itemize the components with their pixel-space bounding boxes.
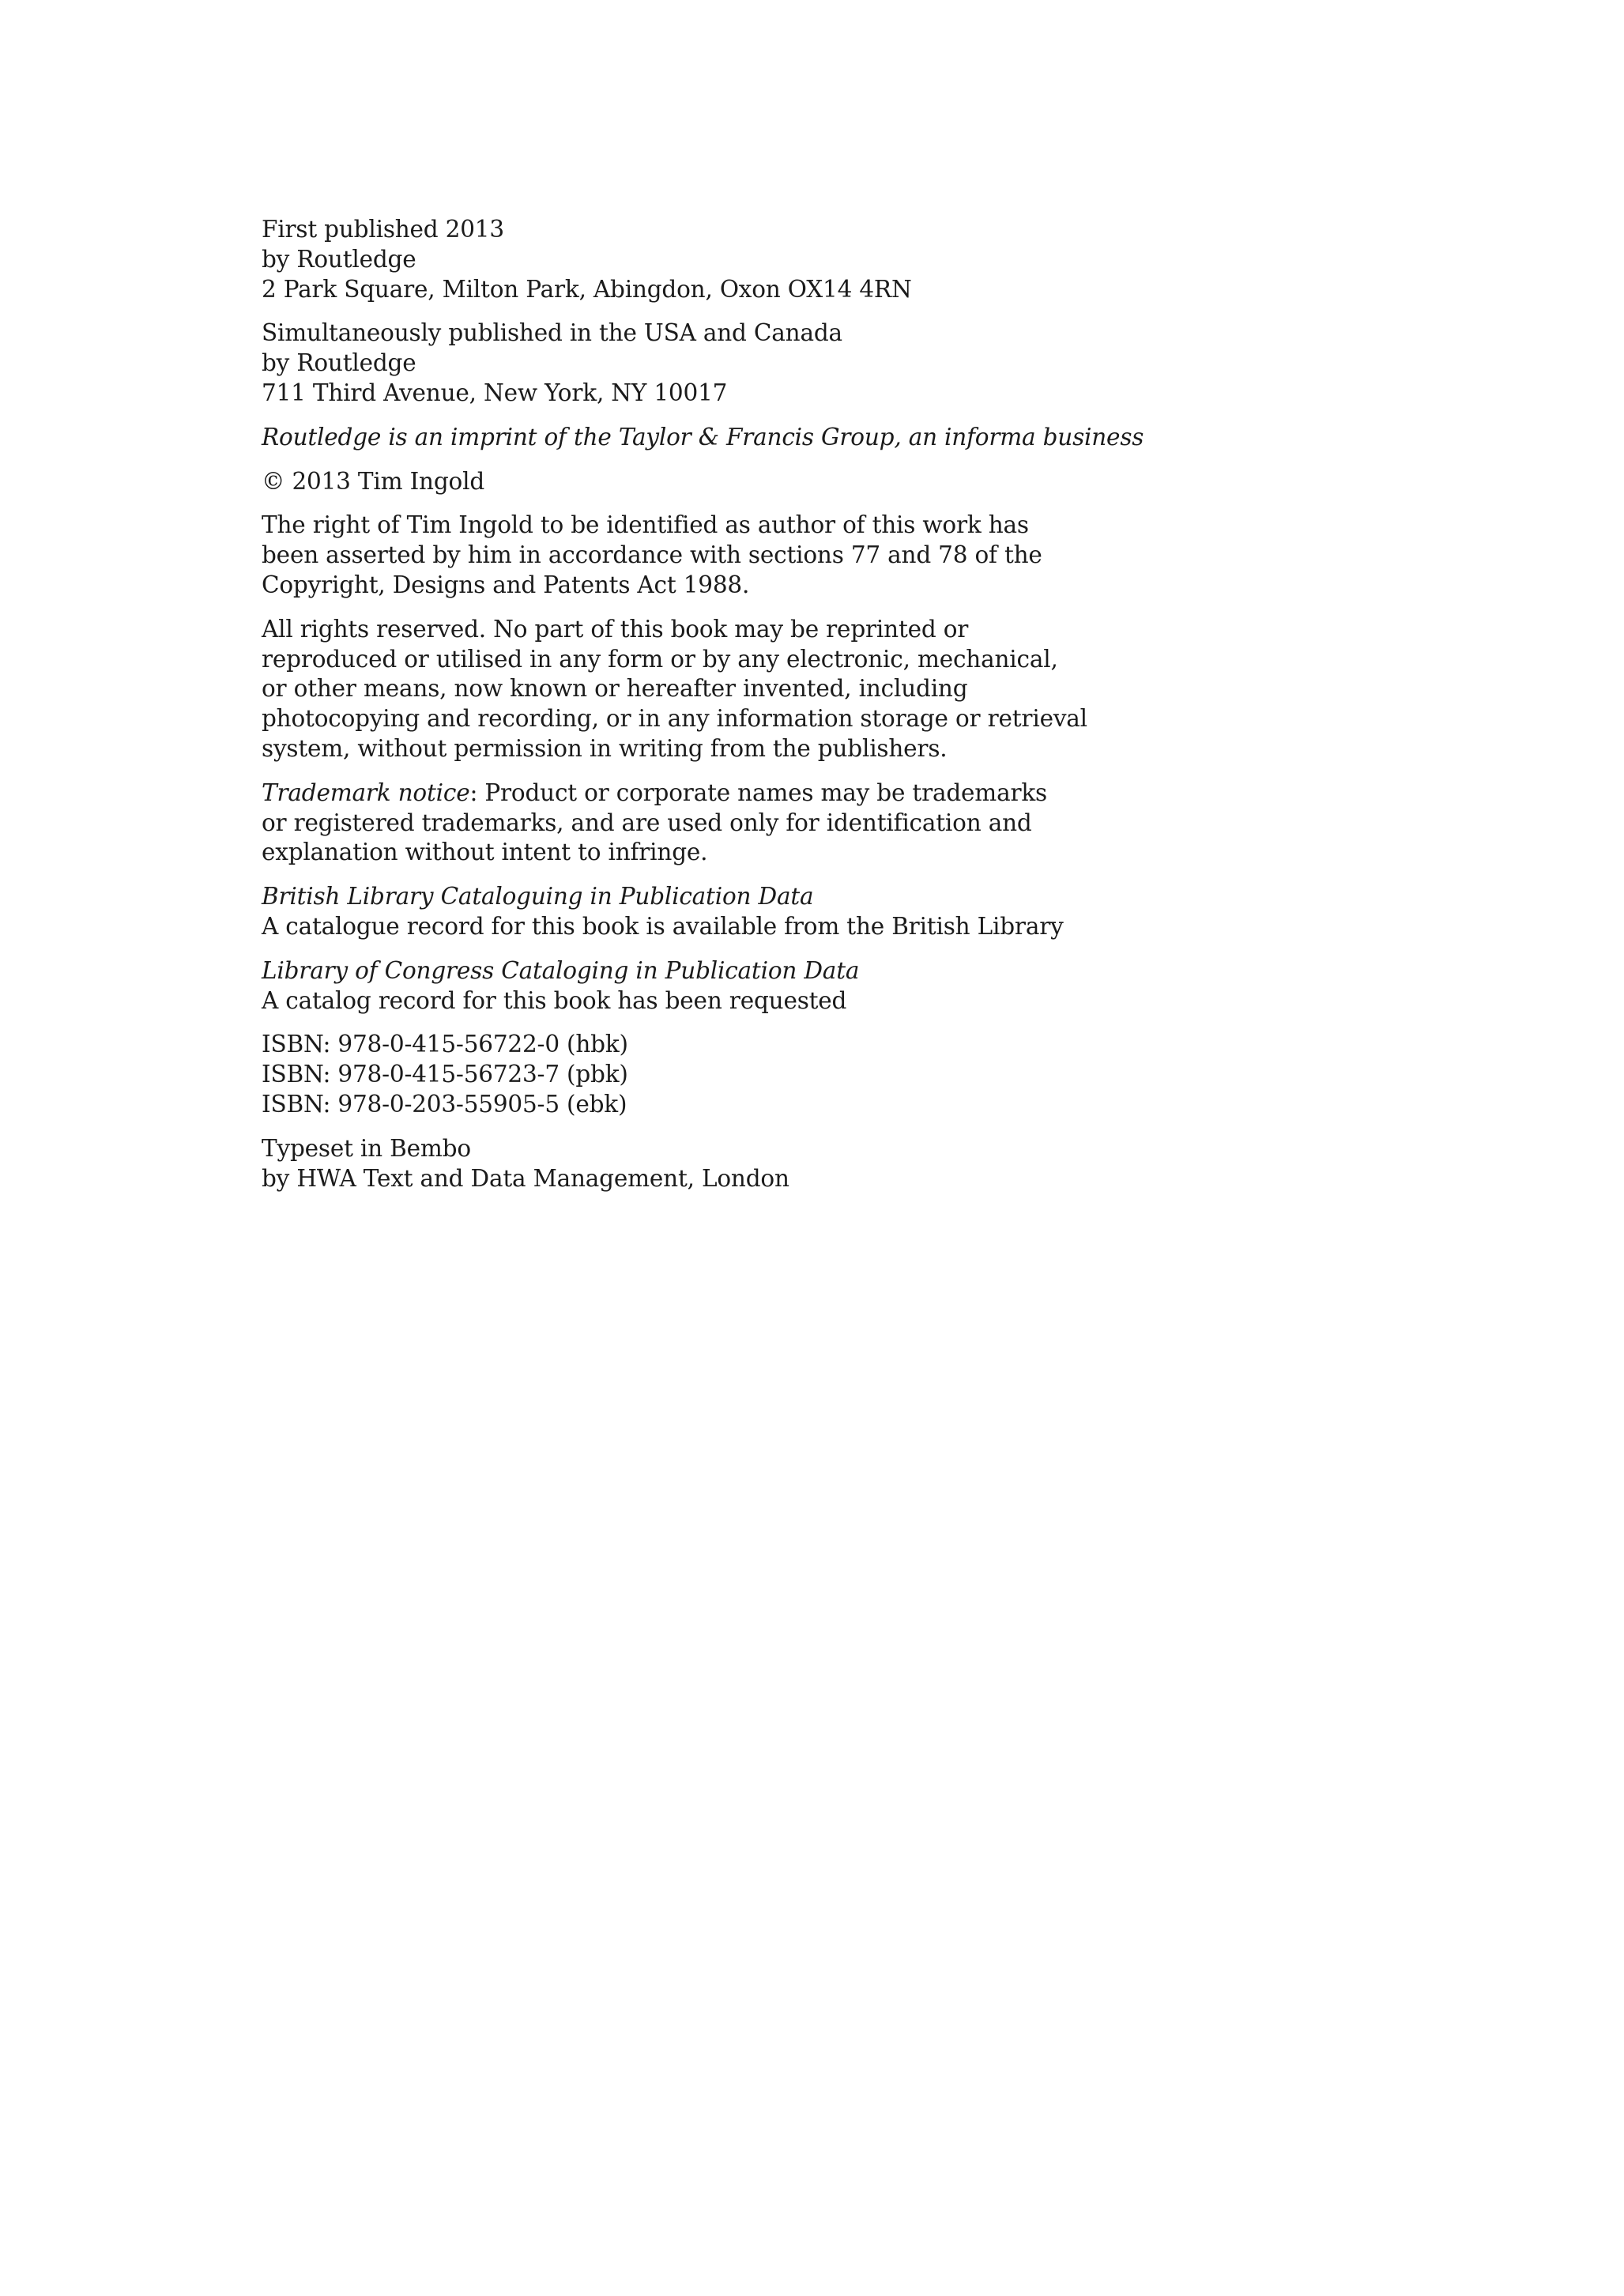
- trademark-line: [262, 779, 1368, 809]
- first-published-line: First published 2013: [262, 216, 504, 243]
- first-published-block: [262, 215, 1368, 304]
- publisher-address-us: 711 Third Avenue, New York, NY 10017: [262, 379, 728, 406]
- trademark-line: or registered trademarks, and are used only for identification and: [262, 809, 1032, 836]
- simultaneous-publication-block: [262, 319, 1368, 408]
- trademark-block: [262, 779, 1368, 868]
- rights-reserved-line: photocopying and recording, or in any information storage or retrieval: [262, 705, 1087, 733]
- simultaneous-line: Simultaneously published in the USA and Canada: [262, 319, 842, 347]
- british-library-text: A catalogue record for this book is available from the British Library: [262, 912, 1064, 940]
- copyright-notice: © 2013 Tim Ingold: [262, 467, 485, 495]
- isbn-pbk: ISBN: 978-0-415-56723-7 (pbk): [262, 1061, 628, 1088]
- publisher-address-uk: 2 Park Square, Milton Park, Abingdon, Oxon OX14 4RN: [262, 275, 912, 303]
- british-library-block: [262, 882, 1368, 942]
- imprint-note: Routledge is an imprint of the Taylor & Francis Group, an informa business: [262, 423, 1144, 451]
- rights-reserved-line: system, without permission in writing from the publishers.: [262, 734, 948, 762]
- trademark-label: Trademark notice: [262, 779, 470, 806]
- moral-rights-line: Copyright, Designs and Patents Act 1988.: [262, 571, 750, 598]
- moral-rights-block: [262, 511, 1368, 600]
- isbn-ebk: ISBN: 978-0-203-55905-5 (ebk): [262, 1090, 627, 1118]
- library-of-congress-text: A catalog record for this book has been requested: [262, 986, 847, 1014]
- publisher-line: by Routledge: [262, 245, 416, 273]
- publisher-line: by Routledge: [262, 349, 416, 377]
- british-library-heading: British Library Cataloguing in Publication Data: [262, 883, 814, 910]
- typeset-line: Typeset in Bembo: [262, 1134, 471, 1162]
- typesetter-line: by HWA Text and Data Management, London: [262, 1164, 789, 1192]
- copyright-block: [262, 467, 1368, 497]
- rights-reserved-line: reproduced or utilised in any form or by any electronic, mechanical,: [262, 645, 1058, 673]
- imprint-note-block: [262, 423, 1368, 453]
- moral-rights-line: The right of Tim Ingold to be identified as author of this work has: [262, 511, 1029, 539]
- imprint-text: [262, 215, 1368, 1208]
- rights-reserved-line: All rights reserved. No part of this book may be reprinted or: [262, 615, 969, 643]
- rights-reserved-block: [262, 615, 1368, 764]
- moral-rights-line: been asserted by him in accordance with sections 77 and 78 of the: [262, 541, 1042, 569]
- rights-reserved-line: or other means, now known or hereafter invented, including: [262, 675, 968, 703]
- isbn-hbk: ISBN: 978-0-415-56722-0 (hbk): [262, 1031, 628, 1058]
- typeset-block: [262, 1134, 1368, 1194]
- library-of-congress-heading: Library of Congress Cataloging in Publication Data: [262, 956, 860, 984]
- trademark-text: : Product or corporate names may be trademarks: [469, 779, 1047, 806]
- library-of-congress-block: [262, 956, 1368, 1016]
- trademark-line: explanation without intent to infringe.: [262, 839, 708, 866]
- isbn-block: [262, 1030, 1368, 1119]
